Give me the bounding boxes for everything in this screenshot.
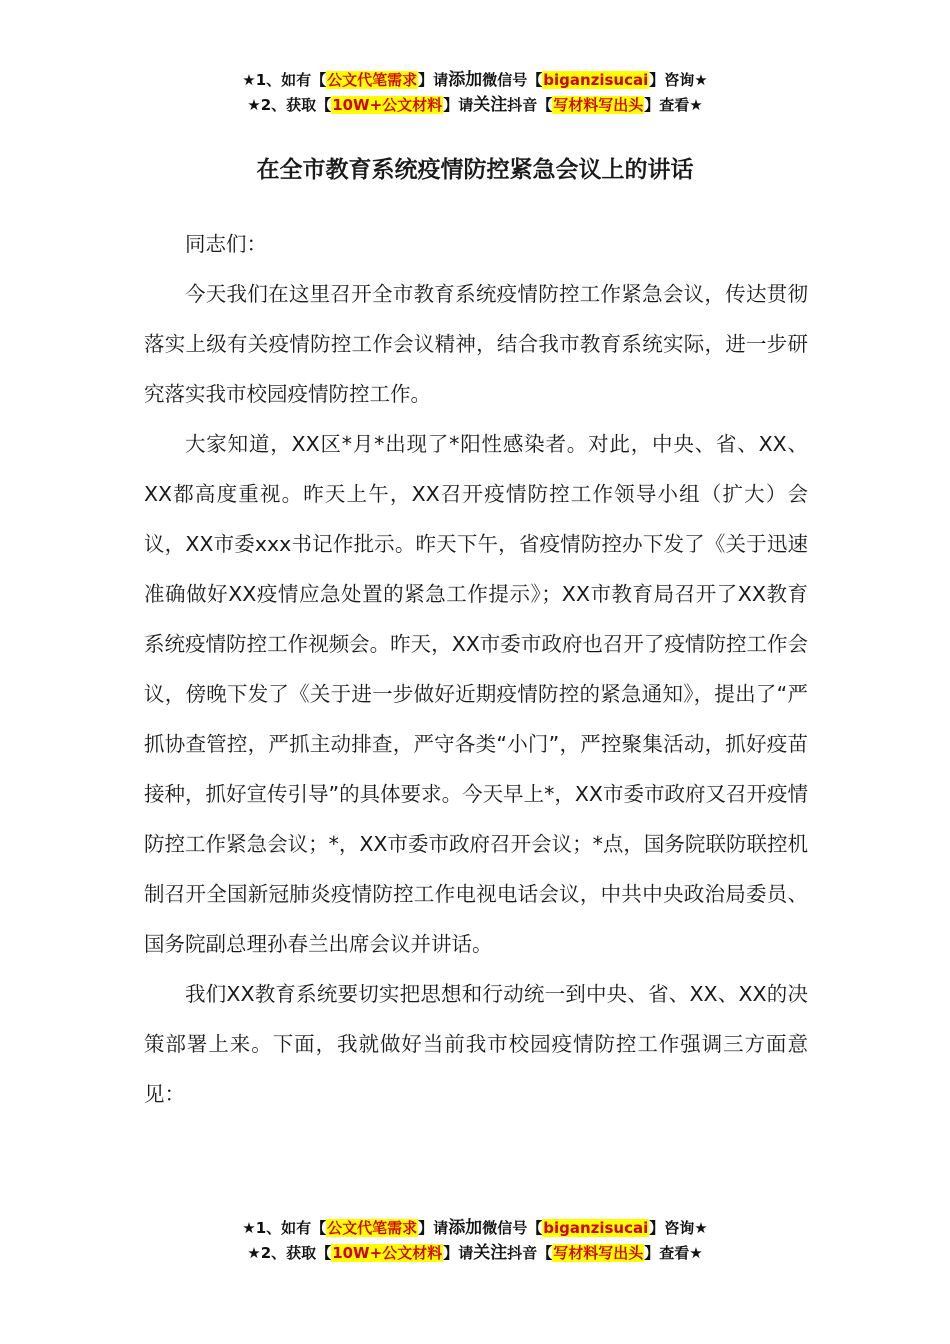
banner-text: 】查看★ [644, 1244, 703, 1262]
banner-text: 微信号【 [482, 1219, 543, 1237]
banner-text: ★1、如有【 [242, 1219, 327, 1237]
banner-highlight: 写材料写出头 [553, 1244, 644, 1262]
footer-banner [0, 1216, 950, 1266]
banner-text: 】咨询★ [649, 1219, 708, 1237]
banner-text: 】请 [443, 96, 474, 114]
banner-line-1 [0, 1216, 950, 1241]
banner-highlight: 公文代笔需求 [327, 1219, 418, 1237]
paragraph-2: 大家知道，XX区*月*出现了*阳性感染者。对此，中央、省、XX、XX都高度重视。昨天上午，XX召开疫情防控工作领导小组（扩大）会议，XX市委xxx书记作批示。昨天下午，省疫情防控办下发了《关于迅速准确做好XX疫情应急处置的紧急工作提示》；XX市教育局召开了XX教育系统疫情防控工作视频会。昨天，XX市委市政府也召开了疫情防控工作会议，傍晚下发了《关于进一步做好近期疫情防控的紧急通知》，提出了“严抓协查管控，严抓主动排查，严守各类“小门”，严控聚集活动，抓好疫苗接种，抓好宣传引导”的具体要求。今天早上*，XX市委市政府又召开疫情防控工作紧急会议；*，XX市委市政府召开会议；*点，国务院联防联控机制召开全国新冠肺炎疫情防控工作电视电话会议，中共中央政治局委员、国务院副总理孙春兰出席会议并讲话。 [144, 432, 808, 956]
banner-text: 】请 [418, 1219, 449, 1237]
banner-text: 微信号【 [482, 71, 543, 89]
banner-emphasis: 添加 [448, 1218, 483, 1238]
banner-emphasis: 添加 [448, 70, 483, 90]
banner-text: ★2、获取【 [247, 96, 332, 114]
banner-text: 抖音【 [507, 1244, 553, 1262]
banner-highlight: biganzisucai [543, 1219, 649, 1237]
banner-highlight: 公文代笔需求 [327, 71, 418, 89]
banner-emphasis: 关注 [473, 95, 508, 115]
document-body [144, 219, 808, 1119]
banner-text: ★2、获取【 [247, 1244, 332, 1262]
paragraph-3: 我们XX教育系统要切实把思想和行动统一到中央、省、XX、XX的决策部署上来。下面，我就做好当前我市校园疫情防控工作强调三方面意见： [144, 982, 808, 1106]
banner-text: ★1、如有【 [242, 71, 327, 89]
paragraph-1: 今天我们在这里召开全市教育系统疫情防控工作紧急会议，传达贯彻落实上级有关疫情防控工作会议精神，结合我市教育系统实际，进一步研究落实我市校园疫情防控工作。 [144, 282, 808, 406]
banner-highlight: biganzisucai [543, 71, 649, 89]
banner-line-2 [0, 1241, 950, 1266]
banner-text: 】查看★ [644, 96, 703, 114]
paragraph-salutation: 同志们： [185, 232, 267, 256]
banner-text: 抖音【 [507, 96, 553, 114]
banner-text: 】请 [418, 71, 449, 89]
header-banner [0, 68, 950, 118]
banner-line-1 [0, 68, 950, 93]
banner-highlight: 10W+公文材料 [332, 96, 443, 114]
banner-highlight: 10W+公文材料 [332, 1244, 443, 1262]
document-title: 在全市教育系统疫情防控紧急会议上的讲话 [256, 157, 694, 183]
banner-text: 】请 [443, 1244, 474, 1262]
banner-line-2 [0, 93, 950, 118]
banner-text: 】咨询★ [649, 71, 708, 89]
banner-highlight: 写材料写出头 [553, 96, 644, 114]
banner-emphasis: 关注 [473, 1243, 508, 1263]
